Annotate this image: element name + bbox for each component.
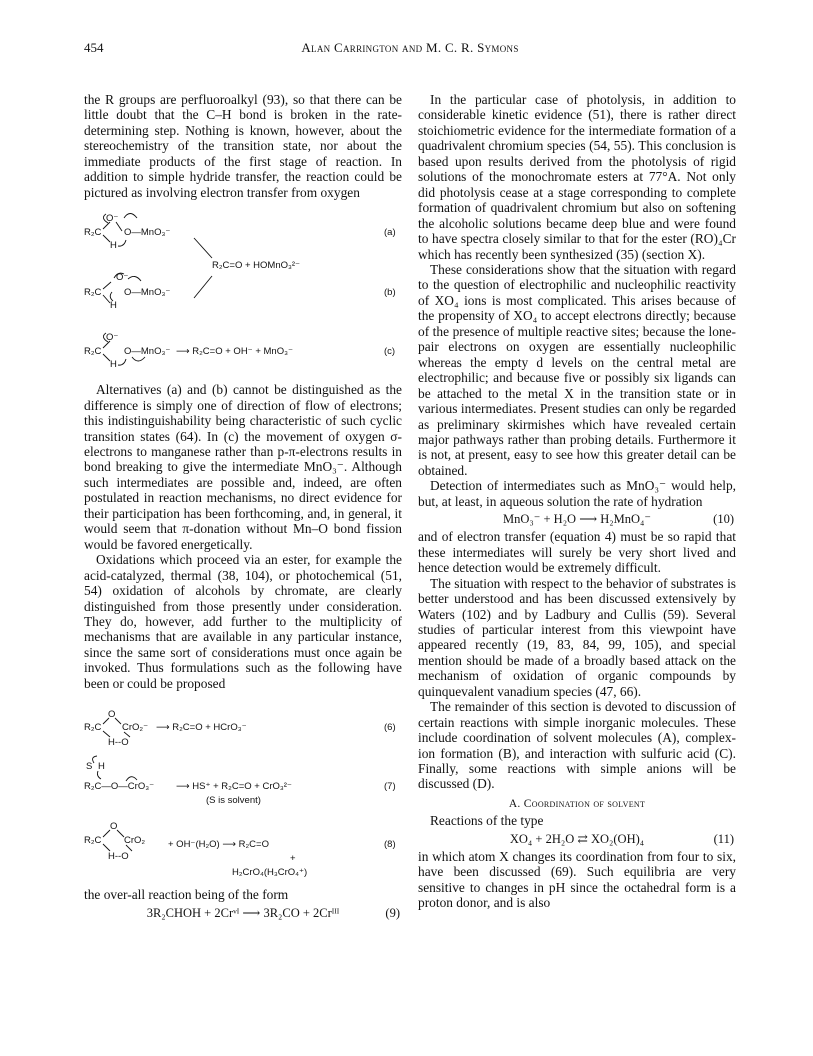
ester-mechanism-scheme [84, 691, 402, 887]
paragraph: Detection of intermediates such as MnO₃⁻ would help, but, at least, in aqueous solution the rate of hydration [418, 478, 736, 509]
equation-11 [418, 829, 736, 849]
paragraph: These considerations show that the situation with regard to the question of electrophilic and nucleophilic reactivity of XO₄ ions is most complicated. This arises because of the propensity of XO₄ to accept electrons directly; because of the presence of multiple reactive sites; because the lone-pair electrons on oxygen are essentially nucleophilic whereas the empty d levels on the central metal are electrophilic; and because five or possibly six ligands can be attached to the metal X in the transition state or in various intermediates. Present studies can only be regarded as preliminary skirmishes which have revealed certain major pathways rather than probing details. Furthermore it is not, at present, easy to see how this greater detail can be obtained. [418, 261, 736, 478]
o-6: O [108, 709, 116, 721]
equation-10 [418, 509, 736, 529]
running-head: Alan Carrington and M. C. R. Symons [301, 40, 519, 55]
equation-9 [84, 903, 402, 923]
h-b: H [110, 300, 117, 312]
equation-10-number: (10) [713, 512, 734, 527]
label-c: (c) [384, 346, 396, 358]
r2c-a: R₂C [84, 227, 102, 239]
paragraph: in which atom X changes its coordination from four to six, have been discussed (69). Such equilibria are very sensitive to changes in pH since the octahedral form is a proton donor, and is also [418, 848, 736, 911]
curved-arrow-a2 [124, 214, 137, 219]
eq-number-7: (7) [384, 781, 396, 793]
o-8: O [110, 821, 118, 833]
eq-number-8: (8) [384, 839, 396, 851]
paragraph: Reactions of the type [430, 813, 544, 829]
paragraph: Oxidations which proceed via an ester, for example the acid-catalyzed, thermal (38, 104), or photochemical (51, 54) oxidation of alcohols by chromate, are clearly distinguished from those presently under consideration. They do, however, add further to the multiplicity of mechanisms that are available in any particular instance, since the same sort of considerations must once again be invoked. Thus formulations such as the following have been or could be proposed [84, 552, 402, 691]
eq-number-6: (6) [384, 722, 396, 734]
o-minus-c: O⁻ [106, 332, 119, 344]
label-a: (a) [384, 227, 396, 239]
h-7: H [98, 761, 105, 773]
equation-9-text: 3R₂CHOH + 2Crᵛᴵ ⟶ 3R₂CO + 2Crᴵᴵᴵ [146, 905, 340, 920]
right-column [418, 92, 736, 911]
paragraph: the over-all reaction being of the form [84, 887, 289, 903]
product-8b: H₂CrO₄(H₃CrO₄⁺) [232, 867, 308, 879]
paragraph: and of electron transfer (equation 4) must be so rapid that these intermediates will surely be very short lived and hence detection would be extremely difficult. [418, 529, 736, 576]
page-number: 454 [84, 40, 104, 55]
paragraph: The remainder of this section is devoted to discussion of certain reactions with simple inorganic molecules. These include coordination of solvent molecules (A), complex-ion formation (B), and interaction with sulfuric acid (C). Finally, some reactions with simple anions will be discussed (D). [418, 699, 736, 792]
o-mno3-a: O—MnO₃⁻ [124, 227, 171, 239]
converge-arrow-a [194, 238, 212, 258]
scheme-abc-drawing [84, 200, 402, 382]
r2c-o-cro3: R₂C—O—CrO₃⁻ [84, 781, 155, 793]
r2c-6: R₂C [84, 722, 102, 734]
paragraph: The situation with respect to the behavior of substrates is better understood and has been discussed extensively by Waters (102) and by Ladbury and Cullis (59). Several studies of particular interest from this viewpoint have appeared recently (19, 83, 84, 99, 105), and special mention should be made of a broadly based attack on the mechanism of oxidation of organic compounds by quinquevalent vanadium species (47, 66). [418, 575, 736, 699]
left-column [84, 92, 402, 923]
solvent-note: (S is solvent) [206, 795, 261, 807]
product-ab: R₂C=O + HOMnO₃²⁻ [212, 260, 301, 272]
product-c: ⟶ R₂C=O + OH⁻ + MnO₃⁻ [176, 346, 293, 358]
o-mno3-b: O—MnO₃⁻ [124, 287, 171, 299]
product-7: ⟶ HS⁺ + R₂C=O + CrO₃²⁻ [176, 781, 292, 793]
h-a: H [110, 240, 117, 252]
curved-arrow-a3 [118, 240, 126, 246]
plus-8: + [290, 853, 296, 865]
converge-arrow-b [194, 276, 212, 298]
cro2-6: CrO₂⁻ [122, 722, 149, 734]
ester-scheme-drawing [84, 691, 402, 887]
product-6: ⟶ R₂C=O + HCrO₃⁻ [156, 722, 247, 734]
h-o-8: H--O [108, 851, 129, 863]
o-mno3-c: O—MnO₃⁻ [124, 346, 171, 358]
r2c-8: R₂C [84, 835, 102, 847]
r2c-b: R₂C [84, 287, 102, 299]
cro2-8: CrO₂ [124, 835, 146, 847]
paragraph: In the particular case of photolysis, in addition to considerable kinetic evidence (51), there is rather direct stoichiometric evidence for the intermediate formation of a quadrivalent chromium species (54, 55). This conclusion is based upon results derived from the photolysis of rigid solutions of the monochromate esters at 77°A. Not only did photolysis cease at a stage corresponding to complete formation of quadrivalent chromium but also on softening the alcoholic solutions became deep blue and were found to have spectra closely similar to that for the ester (RO)₄Cr which has recently been synthesized (35) (section X). [418, 92, 736, 262]
equation-9-number: (9) [385, 905, 400, 920]
h-c: H [110, 359, 117, 371]
equation-10-text: MnO₃⁻ + H₂O ⟶ H₂MnO₄⁻ [503, 512, 651, 527]
h-o-6: H--O [108, 737, 129, 749]
o-minus-b: O⁻ [116, 272, 129, 284]
o-minus-a: O⁻ [106, 213, 119, 225]
product-8: + OH⁻(H₂O) ⟶ R₂C=O [168, 839, 269, 851]
paragraph: the R groups are perfluoroalkyl (93), so that there can be little doubt that the C–H bond is broken in the rate-determining step. Nothing is known, however, about the stereochemistry of the transition state, nor about the immediate products of the first stage of reaction. In addition to simple hydride transfer, the reaction could be pictured as involving electron transfer from oxygen [84, 92, 402, 200]
section-heading: A. Coordination of solvent [508, 797, 646, 810]
equation-11-number: (11) [713, 831, 734, 846]
label-b: (b) [384, 287, 396, 299]
r2c-c: R₂C [84, 346, 102, 358]
mechanism-scheme-abc [84, 200, 402, 382]
s-7: S [86, 761, 93, 773]
paragraph: Alternatives (a) and (b) cannot be distinguished as the difference is simply one of direction of flow of electrons; this indistinguishability being characteristic of such cyclic transition states (64). In (c) the movement of oxygen σ-electrons to manganese rather than p-π-electrons results in bond breaking to give the intermediate MnO₃⁻. Although such intermediates are possible and, indeed, are often postulated in reaction mechanisms, no direct evidence for their participation has been forthcoming, and, in general, it would seem that π-donation without Mn–O bond fission would be favored energetically. [84, 382, 402, 552]
equation-11-text: XO₄ + 2H₂O ⇄ XO₂(OH)₄ [509, 831, 645, 846]
